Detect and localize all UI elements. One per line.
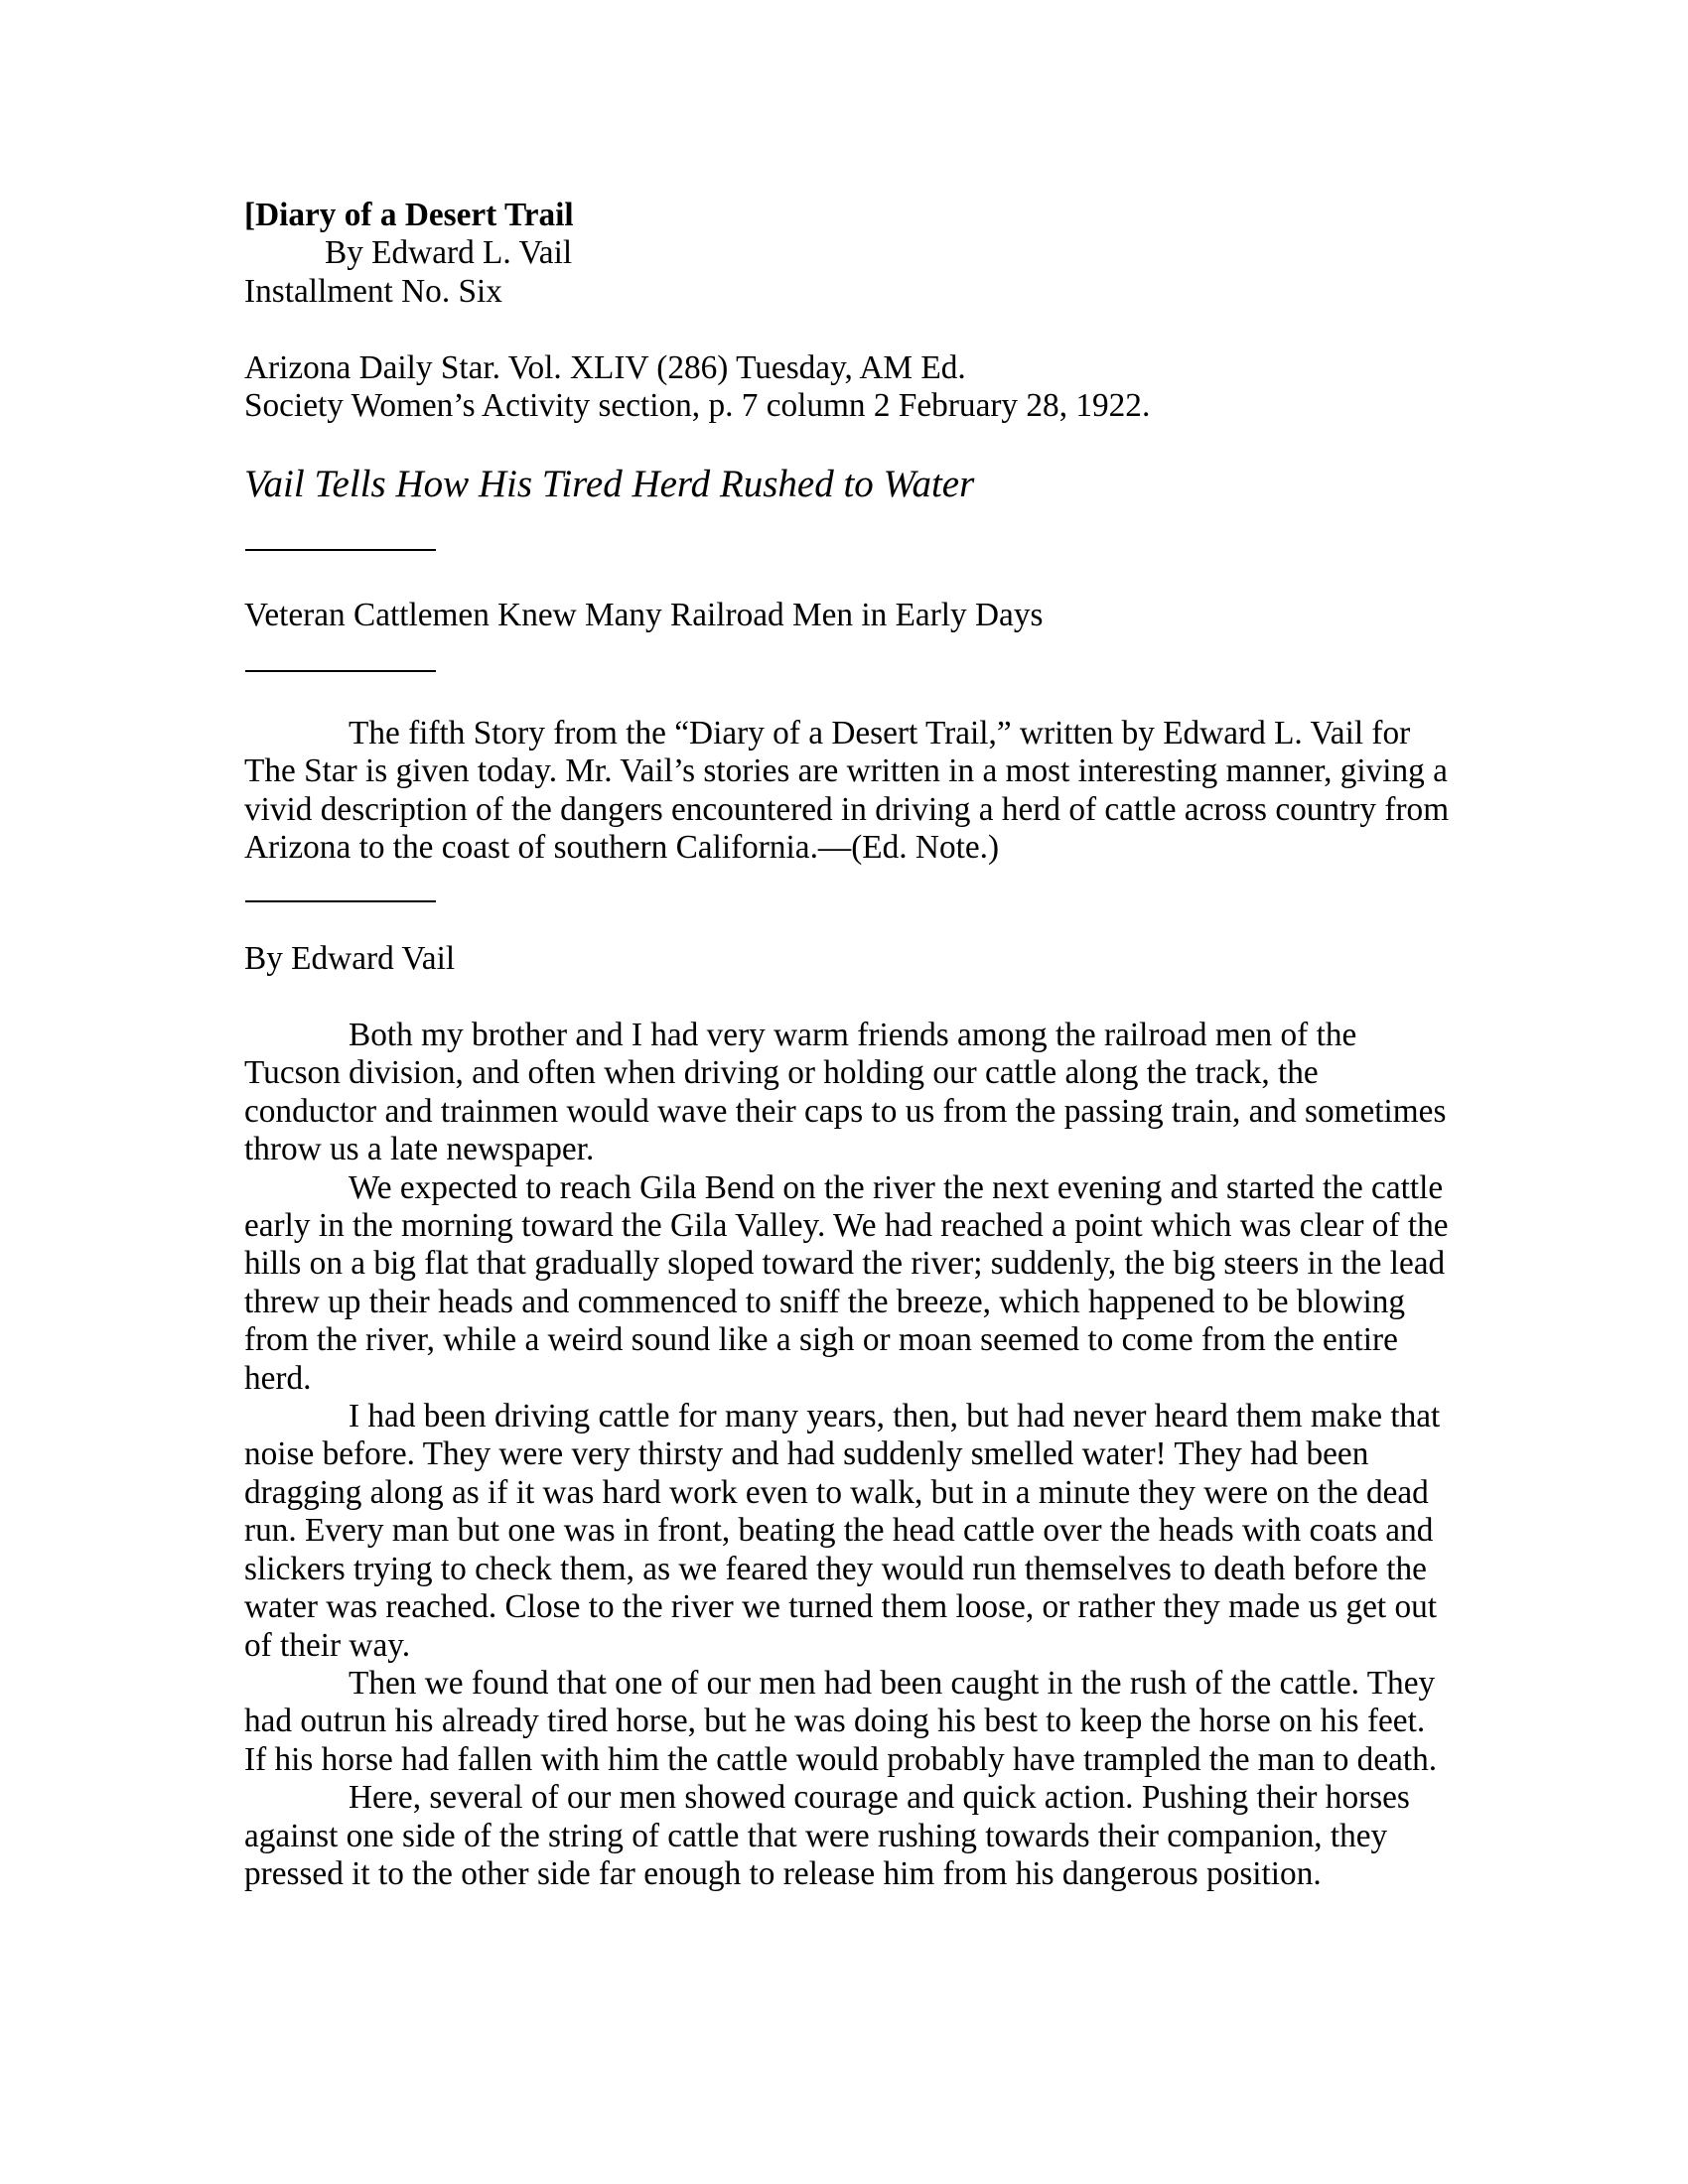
body-paragraph-2: We expected to reach Gila Bend on the river the next evening and started the cattle early in the morning toward the Gila Valley. We had reached a point which was clear of the hills on a big flat that gradually sloped toward the river; suddenly, the big steers in the lead threw up their heads and commenced to sniff the breeze, which happened to be blowing from the river, while a weird sound like a sigh or moan seemed to come from the entire herd. <box>244 1168 1449 1397</box>
editor-note: The fifth Story from the “Diary of a Desert Trail,” written by Edward L. Vail for The Star is given today. Mr. Vail’s stories are written in a most interesting manner, giving a vivid description of the dangers encountered in driving a herd of cattle across country from Arizona to the coast of southern California.—(Ed. Note.) <box>244 715 1450 867</box>
body-paragraph-3: I had been driving cattle for many years, then, but had never heard them make that noise before. They were very thirsty and had suddenly smelled water! They had been dragging along as if it was hard work even to walk, but in a minute they were on the dead run. Every man but one was in front, beating the head cattle over the heads with coats and slickers trying to check them, as we feared they would run themselves to death before the water was reached. Close to the river we turned them loose, or rather they made us get out of their way. <box>244 1398 1441 1664</box>
body-paragraph-1: Both my brother and I had very warm friends among the railroad men of the Tucson division, and often when driving or holding our cattle along the track, the conductor and trainmen would wave their caps to us from the passing train, and sometimes throw us a late newspaper. <box>244 1017 1447 1168</box>
body-paragraph-5: Here, several of our men showed courage and quick action. Pushing their horses against one side of the string of cattle that were rushing towards their companion, they pressed it to the other side far enough to release him from his dangerous position. <box>244 1779 1410 1892</box>
article-headline: Vail Tells How His Tired Herd Rushed to Water <box>244 463 975 505</box>
article-body <box>244 1017 1451 1893</box>
publication-source <box>244 349 1451 426</box>
divider-rule-2 <box>245 670 436 672</box>
document-header <box>244 197 1451 311</box>
divider-rule-1 <box>245 549 436 551</box>
document-title: [Diary of a Desert Trail <box>244 197 574 233</box>
author-byline: By Edward Vail <box>244 940 456 977</box>
article-subhead: Veteran Cattlemen Knew Many Railroad Men in Early Days <box>244 597 1044 633</box>
divider-rule-3 <box>245 900 436 902</box>
source-line-1: Arizona Daily Star. Vol. XLIV (286) Tuesday, AM Ed. <box>244 349 966 386</box>
body-paragraph-4: Then we found that one of our men had been caught in the rush of the cattle. They had outrun his already tired horse, but he was doing his best to keep the horse on his feet. If his horse had fallen with him the cattle would probably have trampled the man to death. <box>244 1664 1438 1778</box>
installment-number: Installment No. Six <box>244 272 502 310</box>
header-byline: By Edward L. Vail <box>325 234 573 272</box>
source-line-2: Society Women’s Activity section, p. 7 column 2 February 28, 1922. <box>244 387 1151 425</box>
